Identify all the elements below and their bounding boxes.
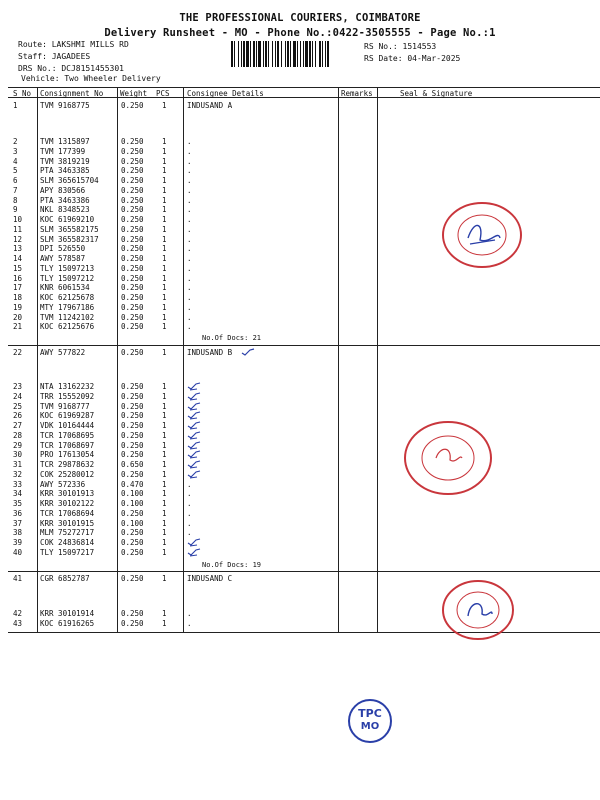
row-weight: 0.250 — [121, 283, 144, 293]
row-pcs: 1 — [162, 391, 167, 401]
row-consignment: KRR 30101913 — [40, 489, 95, 499]
row-consignment: KOC 61916265 — [40, 619, 95, 628]
group-divider — [8, 571, 600, 572]
row-pcs: 1 — [162, 293, 167, 302]
row-consignment: MTY 17967186 — [40, 302, 95, 312]
row-sno: 43 — [13, 619, 23, 628]
runsheet-subtitle: Delivery Runsheet - MO - Phone No.:0422-3505555 - Page No.:1 — [104, 27, 496, 39]
row-mark: . — [187, 176, 192, 185]
col-divider — [37, 87, 38, 632]
row-pcs: 1 — [162, 283, 167, 293]
row-pcs: 1 — [162, 499, 167, 508]
row-weight: 0.250 — [121, 312, 144, 322]
col-divider — [117, 87, 118, 632]
rs-date: RS Date: 04-Mar-2025 — [364, 54, 461, 63]
row-weight: 0.100 — [121, 518, 144, 528]
row-weight: 0.250 — [121, 234, 144, 244]
row-mark: . — [187, 137, 192, 146]
row-consignment: PTA 3463386 — [40, 195, 90, 205]
row-weight: 0.250 — [121, 382, 144, 391]
row-sno: 9 — [13, 205, 18, 215]
row-sno: 22 — [13, 348, 23, 357]
row-mark: . — [187, 254, 192, 263]
row-consignment: SLM 365582317 — [40, 234, 99, 244]
row-weight: 0.250 — [121, 401, 144, 411]
row-sno: 27 — [13, 421, 23, 430]
row-weight: 0.250 — [121, 322, 144, 332]
tick-mark-icon — [187, 470, 201, 480]
row-sno: 3 — [13, 146, 18, 156]
row-weight: 0.250 — [121, 146, 144, 156]
no-of-docs: No.Of Docs: 21 — [202, 334, 262, 342]
row-weight: 0.250 — [121, 348, 144, 357]
col-header-weight: Weight — [120, 89, 148, 98]
row-consignment: APY 830566 — [40, 185, 86, 195]
row-pcs: 1 — [162, 619, 167, 628]
row-consignment: TLY 15097213 — [40, 263, 95, 273]
row-consignment: TCR 29878632 — [40, 460, 95, 469]
row-weight: 0.250 — [121, 508, 144, 518]
row-pcs: 1 — [162, 302, 167, 312]
row-weight: 0.250 — [121, 619, 144, 628]
row-sno: 21 — [13, 322, 23, 332]
row-sno: 37 — [13, 518, 23, 528]
row-weight: 0.250 — [121, 224, 144, 234]
row-sno: 39 — [13, 538, 23, 547]
company-title: THE PROFESSIONAL COURIERS, COIMBATORE — [179, 12, 421, 24]
row-mark: . — [187, 528, 192, 538]
row-pcs: 1 — [162, 166, 167, 176]
row-sno: 10 — [13, 215, 23, 224]
row-pcs: 1 — [162, 421, 167, 430]
col-header-consignment: Consignment No — [40, 89, 104, 98]
row-consignment: TVM 11242102 — [40, 312, 95, 322]
row-consignment: TVM 1315897 — [40, 137, 90, 146]
row-sno: 24 — [13, 391, 23, 401]
row-pcs: 1 — [162, 273, 167, 283]
row-weight: 0.250 — [121, 391, 144, 401]
row-mark: . — [187, 156, 192, 166]
row-weight: 0.250 — [121, 101, 144, 110]
row-pcs: 1 — [162, 574, 167, 583]
row-mark: . — [187, 489, 192, 499]
row-mark: . — [187, 166, 192, 176]
row-weight: 0.250 — [121, 215, 144, 224]
tick-mark-icon — [240, 347, 256, 357]
col-divider — [183, 87, 184, 632]
row-pcs: 1 — [162, 430, 167, 440]
row-consignment: KRR 30102122 — [40, 499, 95, 508]
tick-mark-icon — [187, 441, 201, 451]
row-sno: 26 — [13, 411, 23, 421]
tick-mark-icon — [187, 392, 201, 402]
tpc-stamp-line1: TPC — [358, 707, 382, 720]
row-consignment: TVM 3819219 — [40, 156, 90, 166]
row-mark: . — [187, 224, 192, 234]
row-weight: 0.250 — [121, 469, 144, 479]
row-mark: . — [187, 499, 192, 508]
row-sno: 28 — [13, 430, 23, 440]
row-consignment: NKL 8348523 — [40, 205, 90, 215]
row-consignment: TVM 177399 — [40, 146, 86, 156]
row-mark: . — [187, 322, 192, 332]
row-sno: 23 — [13, 382, 23, 391]
row-consignment: NTA 13162232 — [40, 382, 95, 391]
row-weight: 0.250 — [121, 166, 144, 176]
row-consignment: PTA 3463385 — [40, 166, 90, 176]
row-consignment: KOC 61969287 — [40, 411, 95, 421]
row-pcs: 1 — [162, 254, 167, 263]
row-consignment: TCR 17068694 — [40, 508, 95, 518]
row-pcs: 1 — [162, 101, 167, 110]
row-sno: 30 — [13, 450, 23, 460]
row-mark: . — [187, 215, 192, 224]
row-weight: 0.250 — [121, 205, 144, 215]
row-mark: . — [187, 293, 192, 302]
col-header-pcs: PCS — [156, 89, 170, 98]
tick-mark-icon — [187, 450, 201, 460]
tick-mark-icon — [187, 382, 201, 392]
row-weight: 0.250 — [121, 263, 144, 273]
row-weight: 0.650 — [121, 460, 144, 469]
row-weight: 0.250 — [121, 176, 144, 185]
row-sno: 14 — [13, 254, 23, 263]
consignee-name: INDUSAND C — [187, 574, 233, 583]
row-weight: 0.250 — [121, 547, 144, 557]
tick-mark-icon — [187, 538, 201, 548]
tick-mark-icon — [187, 402, 201, 412]
row-weight: 0.250 — [121, 609, 144, 618]
row-mark: . — [187, 479, 192, 489]
row-consignment: KRR 30101915 — [40, 518, 95, 528]
row-sno: 42 — [13, 609, 23, 618]
row-weight: 0.100 — [121, 499, 144, 508]
row-weight: 0.250 — [121, 273, 144, 283]
drs-number: DRS No.: DCJ8151455301 — [18, 64, 124, 73]
row-mark: . — [187, 244, 192, 254]
row-weight: 0.250 — [121, 302, 144, 312]
row-consignment: KOC 62125678 — [40, 293, 95, 302]
row-consignment: PRO 17613054 — [40, 450, 95, 460]
row-sno: 25 — [13, 401, 23, 411]
row-weight: 0.250 — [121, 450, 144, 460]
table-top-rule — [8, 87, 600, 88]
row-sno: 7 — [13, 185, 18, 195]
row-mark: . — [187, 302, 192, 312]
row-sno: 11 — [13, 224, 23, 234]
tick-mark-icon — [187, 460, 201, 470]
row-sno: 12 — [13, 234, 23, 244]
row-weight: 0.250 — [121, 538, 144, 547]
row-pcs: 1 — [162, 469, 167, 479]
row-sno: 16 — [13, 273, 23, 283]
row-weight: 0.250 — [121, 440, 144, 450]
col-header-remarks: Remarks — [341, 89, 373, 98]
row-sno: 5 — [13, 166, 18, 176]
row-pcs: 1 — [162, 450, 167, 460]
row-pcs: 1 — [162, 382, 167, 391]
row-consignment: TVM 9168775 — [40, 101, 90, 110]
row-consignment: AWY 577822 — [40, 348, 86, 357]
row-consignment: TLY 15097212 — [40, 273, 95, 283]
tpc-stamp-line2: MO — [360, 721, 380, 732]
row-mark: . — [187, 609, 192, 618]
row-sno: 17 — [13, 283, 23, 293]
row-pcs: 1 — [162, 215, 167, 224]
row-mark: . — [187, 508, 192, 518]
row-pcs: 1 — [162, 234, 167, 244]
row-sno: 19 — [13, 302, 23, 312]
row-sno: 18 — [13, 293, 23, 302]
bank-stamp-b — [400, 418, 496, 498]
rs-number: RS No.: 1514553 — [364, 42, 437, 51]
row-consignment: SLM 365582175 — [40, 224, 99, 234]
row-sno: 6 — [13, 176, 18, 185]
row-pcs: 1 — [162, 538, 167, 547]
bank-stamp-c — [440, 578, 516, 642]
tick-mark-icon — [187, 548, 201, 558]
row-weight: 0.250 — [121, 430, 144, 440]
row-pcs: 1 — [162, 518, 167, 528]
row-sno: 36 — [13, 508, 23, 518]
row-pcs: 1 — [162, 609, 167, 618]
row-pcs: 1 — [162, 547, 167, 557]
row-mark: . — [187, 619, 192, 628]
col-header-sno: S No — [13, 89, 32, 98]
vehicle-label: Vehicle: Two Wheeler Delivery — [21, 74, 161, 83]
row-pcs: 1 — [162, 479, 167, 489]
col-header-consignee: Consignee Details — [187, 89, 264, 98]
row-pcs: 1 — [162, 176, 167, 185]
row-mark: . — [187, 234, 192, 244]
row-pcs: 1 — [162, 146, 167, 156]
row-mark: . — [187, 185, 192, 195]
row-pcs: 1 — [162, 401, 167, 411]
row-pcs: 1 — [162, 137, 167, 146]
row-consignment: MLM 75272717 — [40, 528, 95, 538]
row-pcs: 1 — [162, 348, 167, 357]
row-mark: . — [187, 146, 192, 156]
row-weight: 0.250 — [121, 421, 144, 430]
row-consignment: TRR 15552092 — [40, 391, 95, 401]
row-pcs: 1 — [162, 508, 167, 518]
row-consignment: DPI 526550 — [40, 244, 86, 254]
row-sno: 40 — [13, 547, 23, 557]
row-consignment: TVM 9168777 — [40, 401, 90, 411]
row-pcs: 1 — [162, 263, 167, 273]
tick-mark-icon — [187, 431, 201, 441]
row-pcs: 1 — [162, 440, 167, 450]
row-consignment: SLM 365615704 — [40, 176, 99, 185]
row-sno: 31 — [13, 460, 23, 469]
row-mark: . — [187, 518, 192, 528]
tick-mark-icon — [187, 421, 201, 431]
row-consignment: VDK 10164444 — [40, 421, 95, 430]
row-pcs: 1 — [162, 195, 167, 205]
row-sno: 32 — [13, 469, 23, 479]
row-consignment: KRR 30101914 — [40, 609, 95, 618]
row-consignment: TCR 17068697 — [40, 440, 95, 450]
row-weight: 0.250 — [121, 195, 144, 205]
row-pcs: 1 — [162, 322, 167, 332]
row-consignment: COK 24836814 — [40, 538, 95, 547]
row-consignment: KOC 61969210 — [40, 215, 95, 224]
row-weight: 0.250 — [121, 574, 144, 583]
route-label: Route: LAKSHMI MILLS RD — [18, 40, 129, 49]
row-weight: 0.250 — [121, 137, 144, 146]
group-divider — [8, 345, 600, 346]
row-sno: 34 — [13, 489, 23, 499]
row-sno: 41 — [13, 574, 23, 583]
drs-barcode — [231, 41, 355, 67]
row-sno: 8 — [13, 195, 18, 205]
row-consignment: TLY 15097217 — [40, 547, 95, 557]
row-sno: 33 — [13, 479, 23, 489]
row-mark: . — [187, 263, 192, 273]
row-sno: 20 — [13, 312, 23, 322]
row-pcs: 1 — [162, 185, 167, 195]
row-consignment: COK 25280012 — [40, 469, 95, 479]
row-consignment: CGR 6852787 — [40, 574, 90, 583]
row-pcs: 1 — [162, 224, 167, 234]
row-mark: . — [187, 205, 192, 215]
row-sno: 2 — [13, 137, 18, 146]
tick-mark-icon — [187, 411, 201, 421]
row-sno: 13 — [13, 244, 23, 254]
row-weight: 0.250 — [121, 411, 144, 421]
row-consignment: KNR 6061534 — [40, 283, 90, 293]
row-consignment: AWY 572336 — [40, 479, 86, 489]
row-consignment: KOC 62125676 — [40, 322, 95, 332]
row-mark: . — [187, 273, 192, 283]
col-header-seal: Seal & Signature — [400, 89, 473, 98]
row-mark: . — [187, 312, 192, 322]
col-divider — [377, 87, 378, 632]
row-weight: 0.250 — [121, 528, 144, 538]
no-of-docs: No.Of Docs: 19 — [202, 561, 262, 569]
row-consignment: TCR 17068695 — [40, 430, 95, 440]
row-pcs: 1 — [162, 528, 167, 538]
consignee-name: INDUSAND A — [187, 101, 233, 110]
row-consignment: AWY 578587 — [40, 254, 86, 263]
row-sno: 1 — [13, 101, 18, 110]
row-weight: 0.100 — [121, 489, 144, 499]
row-sno: 15 — [13, 263, 23, 273]
staff-label: Staff: JAGADEES — [18, 52, 91, 61]
row-weight: 0.250 — [121, 244, 144, 254]
tpc-mo-stamp — [348, 699, 392, 743]
row-pcs: 1 — [162, 244, 167, 254]
row-pcs: 1 — [162, 205, 167, 215]
row-pcs: 1 — [162, 156, 167, 166]
row-weight: 0.250 — [121, 254, 144, 263]
consignee-name: INDUSAND B — [187, 348, 233, 357]
row-sno: 38 — [13, 528, 23, 538]
row-sno: 4 — [13, 156, 18, 166]
row-pcs: 1 — [162, 489, 167, 499]
row-pcs: 1 — [162, 411, 167, 421]
row-weight: 0.250 — [121, 185, 144, 195]
row-pcs: 1 — [162, 312, 167, 322]
row-pcs: 1 — [162, 460, 167, 469]
row-weight: 0.470 — [121, 479, 144, 489]
row-sno: 29 — [13, 440, 23, 450]
col-divider — [338, 87, 339, 632]
bank-stamp-a — [440, 200, 524, 270]
row-mark: . — [187, 283, 192, 293]
row-sno: 35 — [13, 499, 23, 508]
row-mark: . — [187, 195, 192, 205]
row-weight: 0.250 — [121, 156, 144, 166]
row-weight: 0.250 — [121, 293, 144, 302]
